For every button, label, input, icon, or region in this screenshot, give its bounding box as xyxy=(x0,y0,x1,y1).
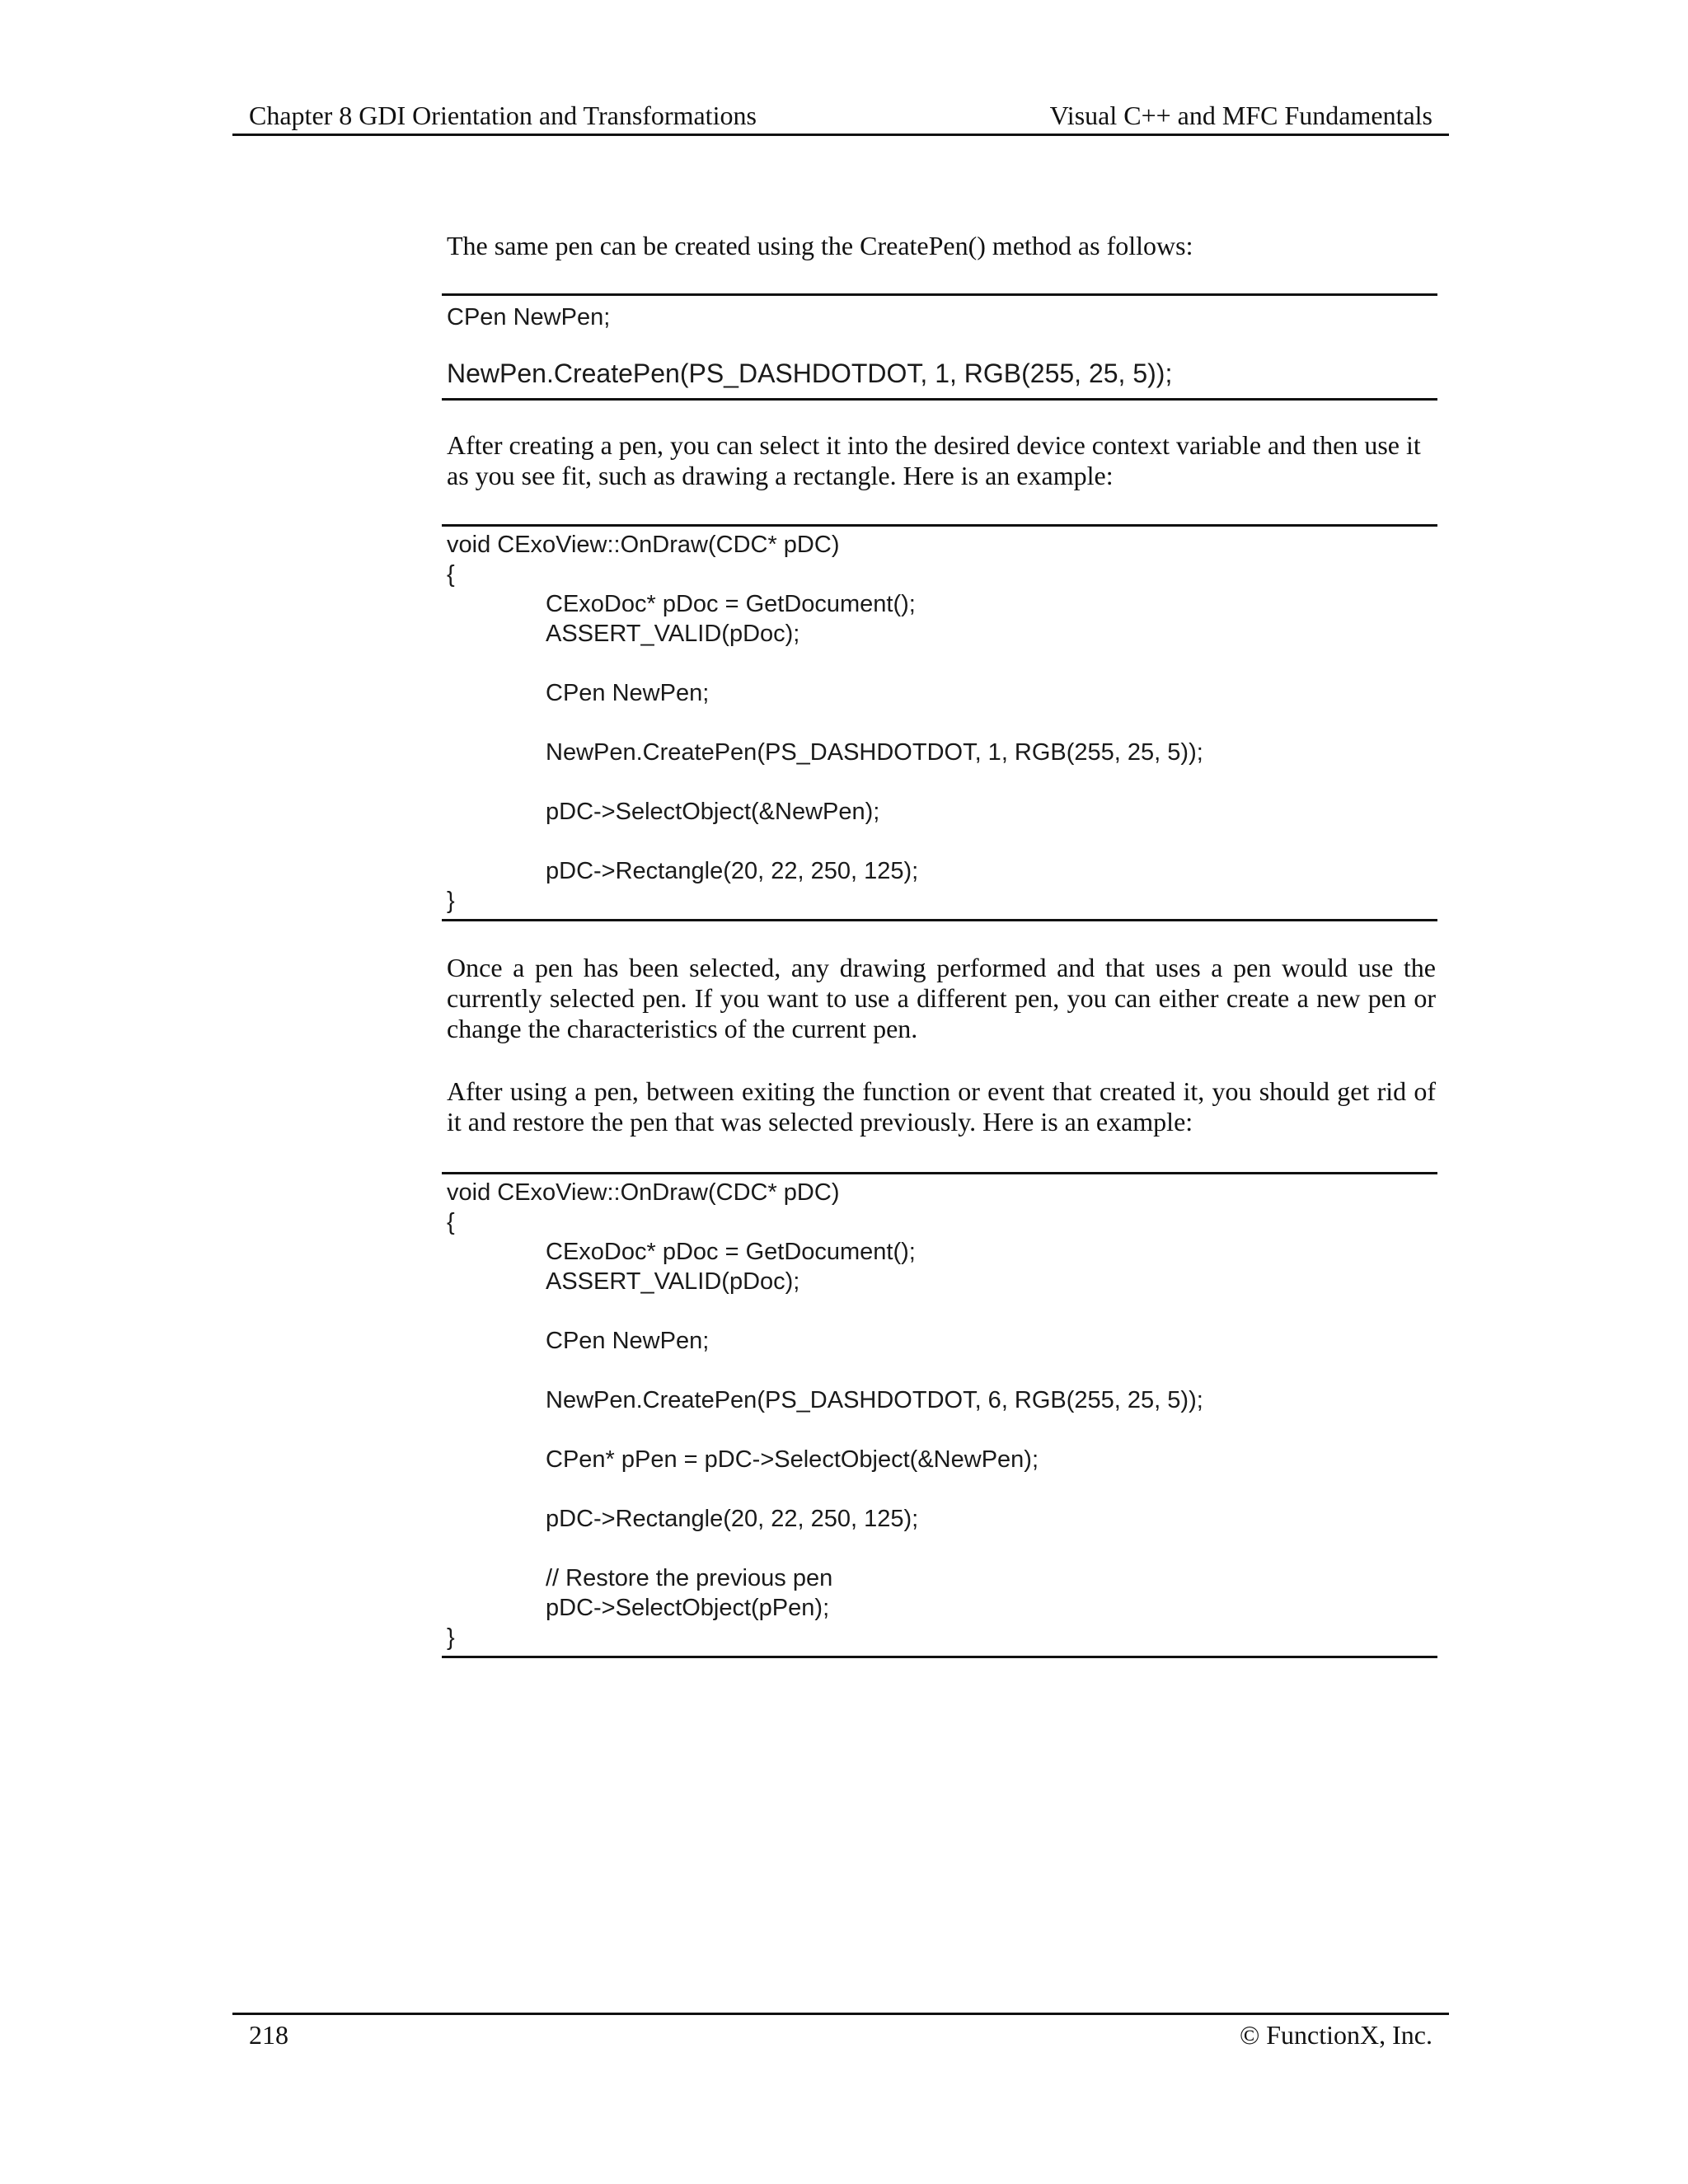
page-header xyxy=(232,97,1449,136)
code-line: } xyxy=(447,1624,455,1651)
code-line: void CExoView::OnDraw(CDC* pDC) xyxy=(447,532,840,558)
code-line: { xyxy=(447,561,455,588)
code-line: CExoDoc* pDoc = GetDocument(); xyxy=(546,591,916,617)
paragraph-select-pen: After creating a pen, you can select it into the desired device context variable and then use it as you see fit, such as drawing a rectangle. Here is an example: xyxy=(447,430,1421,490)
code-line: pDC->Rectangle(20, 22, 250, 125); xyxy=(546,1506,919,1532)
code-line: ASSERT_VALID(pDoc); xyxy=(546,621,800,647)
code-line: pDC->Rectangle(20, 22, 250, 125); xyxy=(546,858,919,884)
code-line: CPen NewPen; xyxy=(546,680,710,706)
page-number: 218 xyxy=(249,2020,288,2050)
code-line: pDC->SelectObject(pPen); xyxy=(546,1595,830,1621)
book-title: Visual C++ and MFC Fundamentals xyxy=(1049,101,1432,130)
paragraph-selected-pen: Once a pen has been selected, any drawing performed and that uses a pen would use the currently selected pen. If you want to use a different pen, you can either create a new pen or change the characteristics of the current pen. xyxy=(447,953,1436,1043)
code-line: CPen NewPen; xyxy=(447,304,611,330)
code-line: } xyxy=(447,888,455,914)
code-block-ondraw-restore xyxy=(442,1172,1437,1658)
paragraph-createpen-intro: The same pen can be created using the CreatePen() method as follows: xyxy=(447,231,1193,260)
chapter-title: Chapter 8 GDI Orientation and Transformations xyxy=(249,101,757,130)
code-line: CPen NewPen; xyxy=(546,1328,710,1354)
code-line: CPen* pPen = pDC->SelectObject(&NewPen); xyxy=(546,1446,1039,1473)
code-line: void CExoView::OnDraw(CDC* pDC) xyxy=(447,1179,840,1206)
code-line: pDC->SelectObject(&NewPen); xyxy=(546,799,880,825)
copyright-notice: © FunctionX, Inc. xyxy=(1239,2020,1432,2050)
page-footer xyxy=(232,2013,1449,2053)
code-line: NewPen.CreatePen(PS_DASHDOTDOT, 1, RGB(255, 25, 5)); xyxy=(447,359,1173,388)
code-line: NewPen.CreatePen(PS_DASHDOTDOT, 1, RGB(255, 25, 5)); xyxy=(546,739,1203,766)
code-block-createpen xyxy=(442,293,1437,401)
code-comment-line: // Restore the previous pen xyxy=(546,1565,833,1591)
code-block-ondraw-select xyxy=(442,524,1437,921)
code-line: NewPen.CreatePen(PS_DASHDOTDOT, 6, RGB(255, 25, 5)); xyxy=(546,1387,1203,1413)
code-line: CExoDoc* pDoc = GetDocument(); xyxy=(546,1239,916,1265)
code-line: ASSERT_VALID(pDoc); xyxy=(546,1268,800,1295)
paragraph-restore-pen: After using a pen, between exiting the function or event that created it, you should get rid of it and restore the pen that was selected previously. Here is an example: xyxy=(447,1076,1436,1137)
code-line: { xyxy=(447,1209,455,1235)
